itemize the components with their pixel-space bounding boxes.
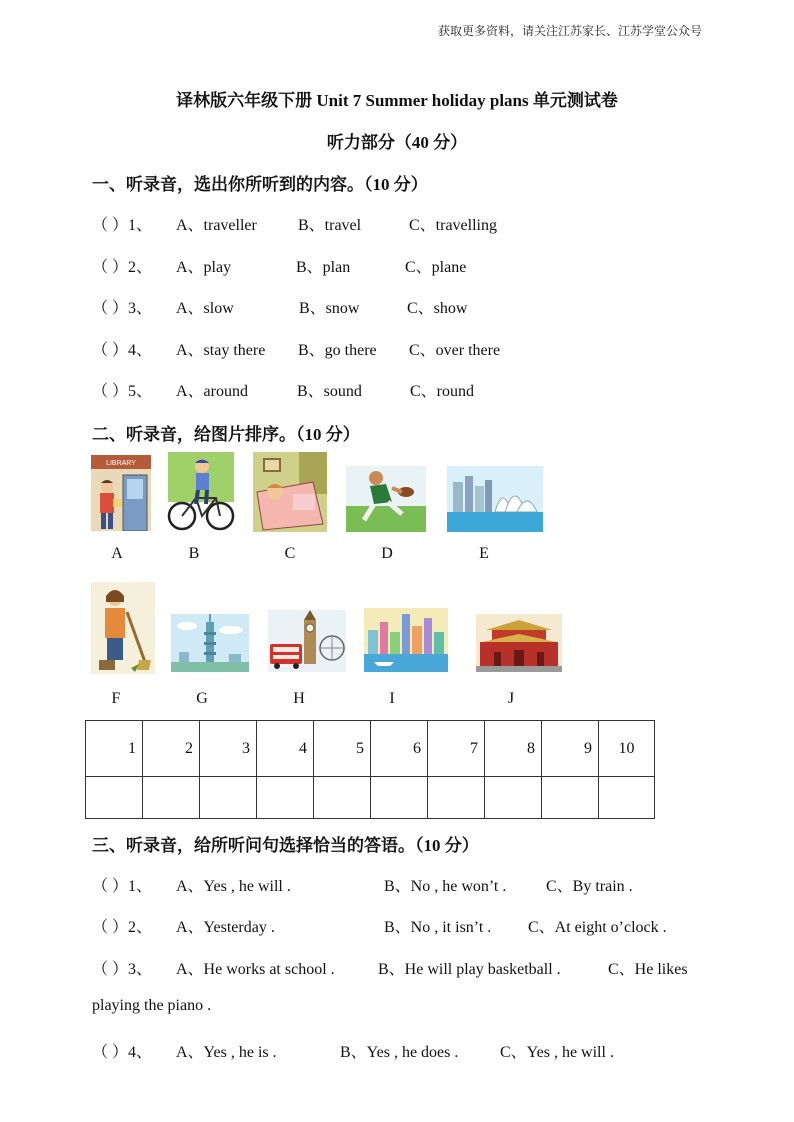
option-c: C、By train . (546, 878, 633, 895)
hong-kong-skyline-icon (364, 608, 448, 672)
grid-answer-cell[interactable] (542, 777, 599, 819)
option-a: A、play (176, 259, 232, 276)
grid-number-cell: 3 (200, 721, 257, 777)
grid-answer-cell[interactable] (485, 777, 542, 819)
option-b: B、He will play basketball . (378, 961, 561, 978)
grid-answer-cell[interactable] (371, 777, 428, 819)
grid-answer-cell[interactable] (143, 777, 200, 819)
london-big-ben-icon (268, 610, 346, 672)
option-c: C、Yes , he will . (500, 1044, 614, 1061)
option-b: B、sound (297, 383, 362, 400)
option-b: B、snow (299, 300, 360, 317)
option-a: A、Yes , he will . (176, 878, 291, 895)
grid-number-cell: 5 (314, 721, 371, 777)
option-c: C、travelling (409, 217, 497, 234)
s3-question-3-continued: playing the piano . (92, 997, 212, 1014)
question-number: （ ）1、 (92, 878, 153, 895)
grid-number-cell: 7 (428, 721, 485, 777)
option-c: C、At eight o’clock . (528, 919, 667, 936)
question-number: （ ）3、 (92, 961, 153, 978)
grid-number-cell: 10 (599, 721, 655, 777)
grid-answer-cell[interactable] (200, 777, 257, 819)
option-b: B、travel (298, 217, 362, 234)
picture-label: A (111, 545, 123, 562)
taipei-101-tower-icon (171, 614, 249, 672)
question-number: （ ）2、 (92, 919, 153, 936)
grid-number-cell: 9 (542, 721, 599, 777)
option-c: C、over there (409, 342, 501, 359)
grid-number-cell: 8 (485, 721, 542, 777)
grid-number-cell: 2 (143, 721, 200, 777)
section2-heading: 二、听录音，给图片排序。（10 分） (92, 425, 360, 444)
option-a: A、traveller (176, 217, 257, 234)
option-a: A、slow (176, 300, 234, 317)
rugby-player-icon (346, 466, 426, 532)
page-title: 译林版六年级下册 Unit 7 Summer holiday plans 单元测试卷 (176, 91, 618, 110)
bicycle-icon (166, 452, 236, 534)
sydney-opera-house-icon (447, 466, 543, 532)
picture-label: G (196, 690, 208, 707)
grid-answer-cell[interactable] (257, 777, 314, 819)
option-b: B、Yes , he does . (340, 1044, 459, 1061)
grid-number-row (86, 721, 655, 777)
question-number: （ ）2、 (92, 259, 153, 276)
sweeping-woman-icon (91, 582, 155, 674)
grid-number-cell: 6 (371, 721, 428, 777)
picture-label: B (188, 545, 200, 562)
svg-text:LIBRARY: LIBRARY (106, 460, 136, 467)
question-number: （ ）4、 (92, 1044, 153, 1061)
option-a: A、around (176, 383, 248, 400)
grid-answer-cell[interactable] (428, 777, 485, 819)
picture-label: E (479, 545, 489, 562)
grid-answer-row (86, 777, 655, 819)
option-b: B、go there (298, 342, 377, 359)
option-c: C、He likes (608, 961, 688, 978)
option-b: B、No , he won’t . (384, 878, 507, 895)
picture-label: D (381, 545, 393, 562)
section3-heading: 三、听录音，给所听问句选择恰当的答语。（10 分） (92, 836, 479, 855)
question-number: （ ）1、 (92, 217, 153, 234)
answer-grid (85, 720, 655, 819)
option-a: A、Yesterday . (176, 919, 275, 936)
library-icon (91, 455, 151, 531)
grid-number-cell: 1 (86, 721, 143, 777)
option-c: C、show (407, 300, 468, 317)
grid-answer-cell[interactable] (86, 777, 143, 819)
page-subtitle: 听力部分（40 分） (326, 133, 468, 152)
option-b: B、plan (296, 259, 351, 276)
option-a: A、stay there (176, 342, 266, 359)
sleeping-girl-icon (253, 452, 327, 532)
grid-answer-cell[interactable] (314, 777, 371, 819)
header-note: 获取更多资料，请关注江苏家长、江苏学堂公众号 (437, 24, 702, 38)
grid-answer-cell[interactable] (599, 777, 655, 819)
grid-number-cell: 4 (257, 721, 314, 777)
question-number: （ ）5、 (92, 383, 153, 400)
picture-label: I (389, 690, 395, 707)
option-a: A、Yes , he is . (176, 1044, 277, 1061)
option-b: B、No , it isn’t . (384, 919, 492, 936)
tiananmen-icon (476, 614, 562, 672)
picture-label: H (293, 690, 305, 707)
picture-label: F (111, 690, 121, 707)
picture-label: J (507, 690, 515, 707)
section1-heading: 一、听录音，选出你所听到的内容。（10 分） (92, 175, 428, 194)
option-c: C、round (410, 383, 475, 400)
question-number: （ ）4、 (92, 342, 153, 359)
picture-label: C (284, 545, 296, 562)
option-c: C、plane (405, 259, 467, 276)
question-number: （ ）3、 (92, 300, 153, 317)
option-a: A、He works at school . (176, 961, 335, 978)
